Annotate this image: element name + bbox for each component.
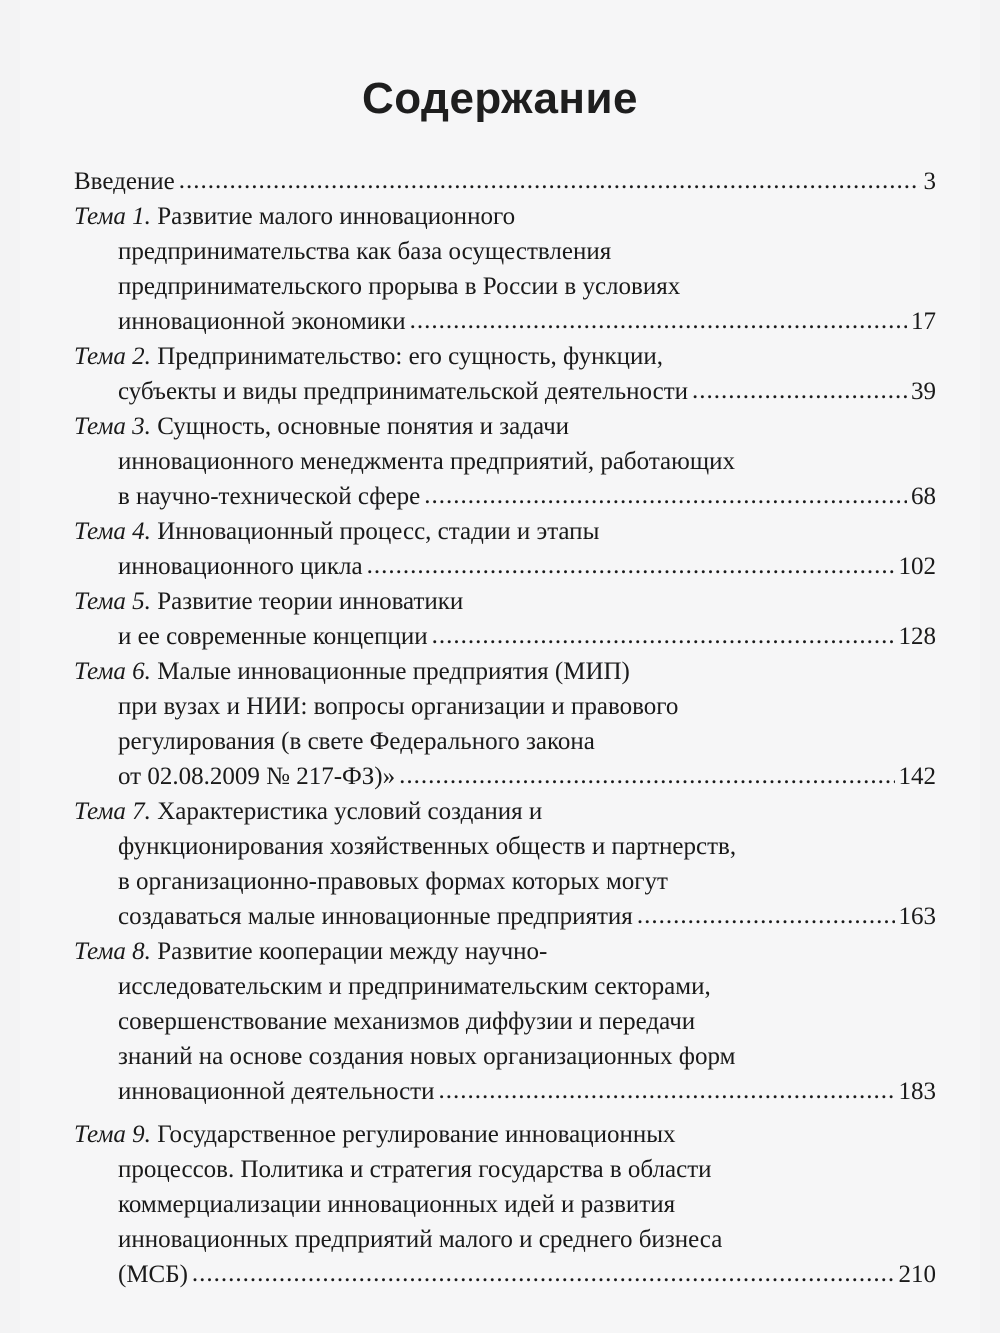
toc-page-number: 102: [898, 553, 936, 580]
toc-page-number: 17: [911, 308, 936, 335]
toc-entry[interactable]: [74, 164, 936, 199]
dot-leader: [410, 303, 907, 338]
toc-entry-label: Тема 5.: [74, 588, 151, 615]
toc-entry-title-line: Характеристика условий создания и: [157, 798, 543, 825]
toc-entry-title-line: создаваться малые инновационные предприятия: [118, 903, 633, 930]
toc-entry-label: Тема 3.: [74, 413, 151, 440]
toc-page-number: 142: [898, 763, 936, 790]
toc-entry-label: Тема 7.: [74, 798, 151, 825]
toc-entry-label: Тема 4.: [74, 518, 151, 545]
toc-entry-title-line: знаний на основе создания новых организационных форм: [118, 1043, 736, 1070]
toc-entry-title-line: Предпринимательство: его сущность, функции,: [157, 343, 663, 370]
toc-entry-title-line: регулирования (в свете Федерального закона: [118, 728, 595, 755]
toc-entry-title-line: (МСБ): [118, 1261, 188, 1288]
toc-entry[interactable]: [74, 584, 936, 654]
toc-page-number: 3: [923, 168, 936, 195]
toc-entry-title-line: и ее современные концепции: [118, 623, 428, 650]
toc-entry-title-line: предпринимательства как база осуществления: [118, 238, 612, 265]
toc-entry-title-line: исследовательским и предпринимательским секторами,: [118, 973, 711, 1000]
toc-entry-label: Тема 8.: [74, 938, 151, 965]
dot-leader: [424, 478, 907, 513]
toc-entry-title-line: от 02.08.2009 № 217-ФЗ)»: [118, 763, 396, 790]
toc-entry-label: Тема 6.: [74, 658, 151, 685]
toc-entry-label: Тема 1.: [74, 203, 151, 230]
toc-entry-title-line: Развитие теории инноватики: [157, 588, 464, 615]
toc-entry[interactable]: [74, 199, 936, 339]
dot-leader: [399, 758, 894, 793]
toc-page-number: 210: [898, 1261, 936, 1288]
toc-entry-title-line: Инновационный процесс, стадии и этапы: [157, 518, 600, 545]
toc-entry-title-line: инновационного менеджмента предприятий, работающих: [118, 448, 735, 475]
toc-entry-title-line: в научно-технической сфере: [118, 483, 421, 510]
toc-entry-title-line: при вузах и НИИ: вопросы организации и правового: [118, 693, 679, 720]
toc-entry-title-line: Введение: [74, 168, 175, 195]
toc-entry-title-line: Сущность, основные понятия и задачи: [157, 413, 570, 440]
dot-leader: [367, 548, 895, 583]
toc-entry-title-line: инновационной экономики: [118, 308, 406, 335]
dot-leader: [438, 1073, 894, 1108]
toc-entry-title-line: Развитие кооперации между научно-: [157, 938, 548, 965]
toc-entry[interactable]: [74, 794, 936, 934]
table-of-contents: [74, 164, 936, 1292]
toc-entry[interactable]: [74, 514, 936, 584]
toc-entry-title-line: Малые инновационные предприятия (МИП): [157, 658, 630, 685]
dot-leader: [432, 618, 895, 653]
toc-entry-title-line: в организационно-правовых формах которых могут: [118, 868, 668, 895]
toc-entry-title-line: инновационного цикла: [118, 553, 363, 580]
toc-entry[interactable]: [74, 654, 936, 794]
toc-entry-title-line: субъекты и виды предпринимательской деятельности: [118, 378, 689, 405]
toc-entry[interactable]: [74, 934, 936, 1109]
dot-leader: [637, 898, 895, 933]
toc-entry-title-line: Развитие малого инновационного: [157, 203, 516, 230]
toc-entry-title-line: Государственное регулирование инновационных: [157, 1121, 676, 1148]
toc-entry[interactable]: [74, 1117, 936, 1292]
toc-entry-title-line: функционирования хозяйственных обществ и партнерств,: [118, 833, 737, 860]
page-title: Содержание: [361, 74, 639, 123]
toc-page-number: 68: [911, 483, 936, 510]
toc-entry-title-line: совершенствование механизмов диффузии и передачи: [118, 1008, 696, 1035]
toc-entry-title-line: предпринимательского прорыва в России в условиях: [118, 273, 681, 300]
dot-leader: [692, 373, 907, 408]
toc-page-number: 163: [898, 903, 936, 930]
toc-entry-title-line: инновационной деятельности: [118, 1078, 435, 1105]
toc-entry[interactable]: [74, 409, 936, 514]
toc-page-number: 39: [911, 378, 936, 405]
toc-entry-title-line: коммерциализации инновационных идей и развития: [118, 1191, 676, 1218]
toc-entry-label: Тема 9.: [74, 1121, 151, 1148]
toc-page-number: 183: [898, 1078, 936, 1105]
toc-entry-title-line: процессов. Политика и стратегия государства в области: [118, 1156, 712, 1183]
dot-leader: [179, 163, 920, 198]
toc-entry-title-line: инновационных предприятий малого и среднего бизнеса: [118, 1226, 723, 1253]
toc-entry-label: Тема 2.: [74, 343, 151, 370]
dot-leader: [192, 1256, 895, 1291]
toc-entry[interactable]: [74, 339, 936, 409]
toc-page-number: 128: [898, 623, 936, 650]
